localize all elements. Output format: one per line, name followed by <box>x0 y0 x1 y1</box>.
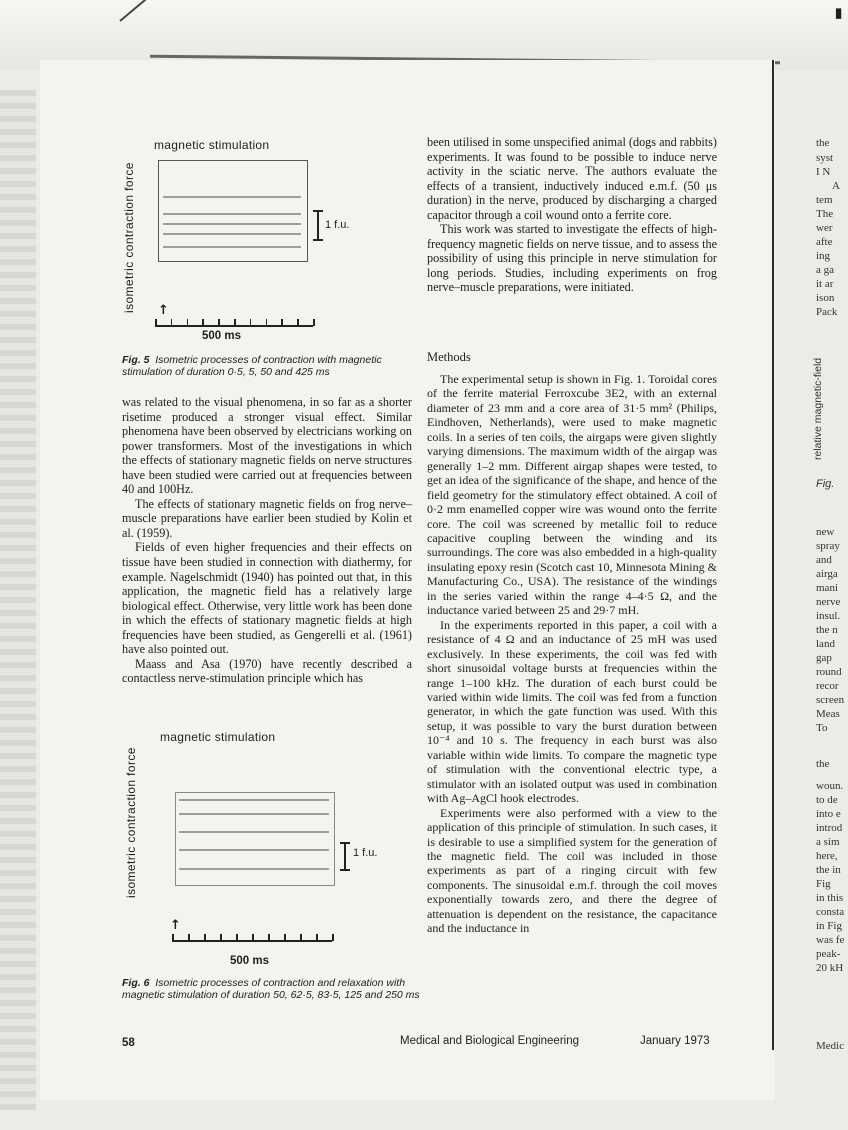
next-page-fragment: Fig <box>816 878 831 890</box>
figure-6-scale-label: 1 f.u. <box>353 847 378 859</box>
figure-6-caption <box>122 977 422 1001</box>
ruler-tick <box>268 934 270 941</box>
gutter-rule <box>772 60 774 1050</box>
next-page-fragment: The <box>816 208 834 220</box>
ruler-tick <box>316 934 318 941</box>
next-page-fragment: introd <box>816 822 843 834</box>
left-column-text <box>122 395 412 686</box>
paragraph: Experiments were also performed with a view to the application of this principle of stimulation. In such cases, it is desirable to use a simplified system for the generation of the magnetic field. The coil was included in those experiments as part of a ringing circuit with few components. The sinusoidal e.m.f. through the coil moves exponentially towards zero, and there the degree of attenuation is dependent on the resistance, the capacitance and the inductance in <box>427 805 717 936</box>
next-page-fragment: woun. <box>816 780 844 792</box>
next-page-fragment: in Fig <box>816 920 842 932</box>
next-page-fragment: to de <box>816 794 838 806</box>
page-number: 58 <box>122 1037 135 1049</box>
figure-5-caption <box>122 354 422 378</box>
next-page-fragment: airga <box>816 568 838 580</box>
corner-mark: ▮ <box>835 5 843 20</box>
paragraph: was related to the visual phenomena, in so far as a shorter risetime produced a stronger visual effect. Similar phenomena have been observed by electricians working on power transformers. Most of the investigations in which the effects of stationary magnetic fields on nerve structures have been studied were carried out at frequencies between 40 and 100Hz. <box>122 395 412 497</box>
ruler-tick <box>155 319 157 326</box>
binding-edge <box>0 90 36 1110</box>
ruler-tick <box>204 934 206 941</box>
figure-6-ylabel: isometric contraction force <box>124 747 138 898</box>
figure-6-stimulus-arrow: ↑ <box>170 918 181 933</box>
paragraph: been utilised in some unspecified animal (dogs and rabbits) experiments. It was found to be possible to induce nerve activity in the sciatic nerve. The authors evaluate the effects of a transient, inductively induced e.m.f. (50 μs duration) in the nerve, produced by discharging a charged capacitor through a coil wound onto a ferrite core. <box>427 135 717 222</box>
next-page-fragment: tem <box>816 194 833 206</box>
ruler-tick <box>281 319 283 326</box>
ruler-tick <box>313 319 315 326</box>
ruler-tick <box>266 319 268 326</box>
ruler-tick <box>284 934 286 941</box>
next-page-fragment: A <box>832 180 840 192</box>
figure-6-caption-text: Isometric processes of contraction and relaxation with magnetic stimulation of duration 50, 62·5, 83·5, 125 and 250 ms <box>122 977 420 1001</box>
next-page-fragment: was fe <box>816 934 845 946</box>
issue-date: January 1973 <box>640 1035 710 1047</box>
paragraph: The effects of stationary magnetic fields on frog nerve–muscle preparations have earlier been studied by Kolin et al. (1959). <box>122 496 412 540</box>
next-page-fragment: screen <box>816 694 845 706</box>
next-page-fragment: into e <box>816 808 841 820</box>
ruler-tick <box>172 934 174 941</box>
figure-5 <box>120 135 420 370</box>
paragraph: The experimental setup is shown in Fig. 1. Toroidal cores of the ferrite material Ferroxcube 3E2, with an external diameter of 23 mm and a core area of 31·5 mm² (Philips, Eindhoven, Netherlands), were used to make magnetic coils. In a series of ten coils, the airgaps were given slightly varying dimensions. The maximum width of the airgap was generally 1–2 mm. Different airgap shapes were tested, to get an idea of the significance of the shape, and hence of the field geometry for the stimulatory effect obtained. A coil of 0·2 mm enamelled copper wire was wound onto the ferrite core. The coil was screened by metallic foil to reduce capacitive coupling between the winding and its surroundings. The core was also embedded in a high-quality insulating epoxy resin (Scotch cast 10, Minnesota Mining & Manufacturing Co., USA). The resistance of the windings in the series varied within the range 4–4·5 Ω, and the inductance varied between 25 and 29·7 mH. <box>427 372 717 618</box>
paragraph: This work was started to investigate the effects of high-frequency magnetic fields on nerve tissue, and to assess the possibility of using this principle in nerve stimulation for long periods. Studies, including experiments on frog nerve–muscle preparations, were initiated. <box>427 222 717 295</box>
figure-5-caption-text: Isometric processes of contraction with magnetic stimulation of duration 0·5, 5, 50 and 425 ms <box>122 354 382 378</box>
next-page-fragment: mani <box>816 582 838 594</box>
figure-5-plot <box>158 160 308 262</box>
ruler-tick <box>188 934 190 941</box>
figure-6-scale-bar <box>344 842 346 870</box>
paragraph: In the experiments reported in this paper, a coil with a resistance of 4 Ω and an inductance of 25 mH was used exclusively. In these experiments, the coil was fed with short sinusoidal voltage bursts at frequencies within the range 1–100 kHz. The duration of each burst could be varied within wide limits. The coil was fed from a function generator, in which the gate function was used. With this setup, it was possible to vary the burst duration between 10⁻⁴ and 10 s. The frequency in each burst was also variable within wide limits. To compare the magnetic type of stimulation with the conventional electric type, a stimulator with an isolated output was used in combination with Ag–AgCl hook electrodes. <box>427 617 717 806</box>
figure-6-caption-label: Fig. 6 <box>122 977 150 989</box>
next-page-fragment: here, <box>816 850 838 862</box>
next-page-fragment: the n <box>816 624 838 636</box>
journal-name: Medical and Biological Engineering <box>400 1035 580 1047</box>
methods-text <box>427 372 717 936</box>
next-page-fragment: consta <box>816 906 845 918</box>
next-page-figure-label: relative magnetic-field <box>812 357 824 460</box>
right-column-intro <box>427 135 717 295</box>
figure-5-time-label: 500 ms <box>202 330 242 342</box>
ruler-tick <box>252 934 254 941</box>
next-page-fragment: ison <box>816 292 835 304</box>
next-page-fragment: ing <box>816 250 831 262</box>
ruler-tick <box>220 934 222 941</box>
next-page-fragment: in this <box>816 892 844 904</box>
next-page-fragment: new <box>816 526 835 538</box>
next-page-fragment: 20 kH <box>816 962 844 974</box>
ruler-tick <box>236 934 238 941</box>
figure-6-title: magnetic stimulation <box>160 730 276 744</box>
next-page-fragment: the <box>816 758 830 770</box>
next-page-figure-caption: Fig. <box>816 478 835 490</box>
figure-5-caption-label: Fig. 5 <box>122 354 150 366</box>
figure-6-plot <box>175 792 335 886</box>
next-page-fragment: gap <box>816 652 832 664</box>
next-page-fragment: I N <box>816 166 831 178</box>
next-page-fragment: To <box>816 722 828 734</box>
next-page-fragment: a sim <box>816 836 840 848</box>
next-page-fragment: and <box>816 554 832 566</box>
ruler-tick <box>171 319 173 326</box>
ruler-tick <box>202 319 204 326</box>
paragraph: Maass and Asa (1970) have recently described a contactless nerve-stimulation principle which has <box>122 656 412 686</box>
next-page-fragment: round <box>816 666 842 678</box>
next-page-fragment: nerve <box>816 596 841 608</box>
figure-5-scale-label: 1 f.u. <box>325 219 350 231</box>
figure-5-stimulus-arrow: ↑ <box>158 303 169 318</box>
next-page-fragment: syst <box>816 152 834 164</box>
next-page-fragment: Pack <box>816 306 838 318</box>
next-page-fragment: recor <box>816 680 839 692</box>
ruler-tick <box>300 934 302 941</box>
next-page-fragment: it ar <box>816 278 834 290</box>
figure-5-scale-bar <box>317 210 319 240</box>
next-page-fragment: the in <box>816 864 841 876</box>
ruler-tick <box>234 319 236 326</box>
figure-5-title: magnetic stimulation <box>154 138 270 152</box>
next-page-fragment: Meas <box>816 708 840 720</box>
ruler-tick <box>297 319 299 326</box>
next-page-fragment: land <box>816 638 835 650</box>
next-page-fragment: spray <box>816 540 840 552</box>
next-page-fragment: afte <box>816 236 833 248</box>
methods-heading: Methods <box>427 350 471 364</box>
next-page-fragment: peak- <box>816 948 841 960</box>
ruler-tick <box>187 319 189 326</box>
ruler-tick <box>218 319 220 326</box>
next-page-fragment: a ga <box>816 264 835 276</box>
figure-6-time-label: 500 ms <box>230 955 270 967</box>
paragraph: Fields of even higher frequencies and their effects on tissue have been studied in connection with diathermy, for example. Nagelschmidt (1940) has pointed out that, in this application, the magnetic field has a relatively large biological effect. Otherwise, very little work has been done in which the effects of stationary magnetic fields at high frequencies have been studied, as Gengerelli et al. (1961) have also pointed out. <box>122 540 412 657</box>
next-page-fragment: wer <box>816 222 833 234</box>
next-page-fragment: insul. <box>816 610 841 622</box>
next-page-fragment: Medic <box>816 1040 845 1052</box>
ruler-tick <box>332 934 334 941</box>
next-page-fragment: the <box>816 137 830 149</box>
figure-5-ylabel: isometric contraction force <box>122 162 136 313</box>
ruler-tick <box>250 319 252 326</box>
figure-6 <box>120 730 420 980</box>
